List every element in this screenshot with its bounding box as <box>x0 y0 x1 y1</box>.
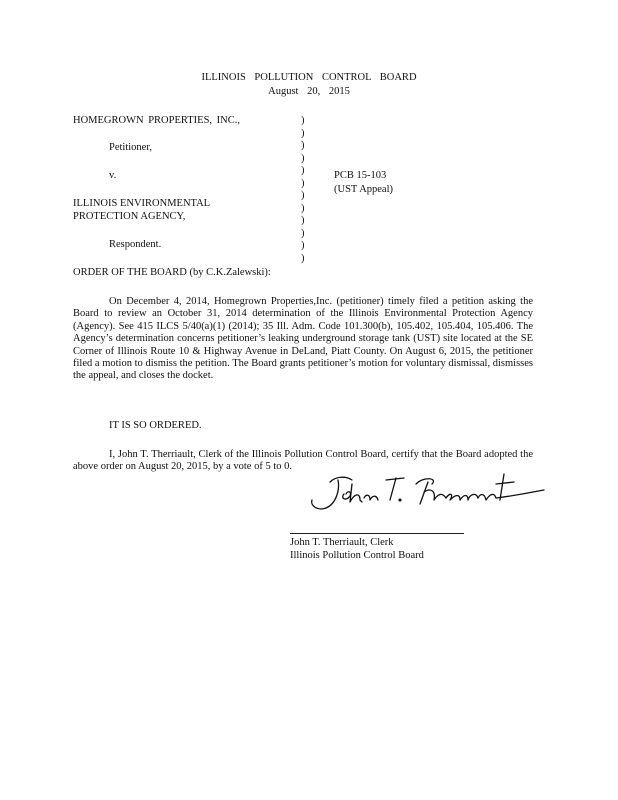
caption-parentheses: ) ) ) ) ) ) ) ) ) ) ) ) <box>301 115 305 265</box>
order-paragraph: On December 4, 2014, Homegrown Properties,Inc. (petitioner) timely filed a petition asking the Board to review an October 31, 2014 determination of the Illinois Environmental Protection Agency (Agency). See 415 ILCS 5/40(a)(1) (2014); 35 Ill. Adm. Code 101.300(b), 105.402, 105.404, 105.406. The Agency’s determination concerns petitioner’s leaking underground storage tank (UST) site located at the SE Corner of Illinois Route 10 & Highway Avenue in DeLand, Piatt County. On August 6, 2015, the petitioner filed a motion to dismiss the petition. The Board grants petitioner’s motion for voluntary dismissal, dismisses the appeal, and closes the docket. <box>73 296 533 382</box>
respondent-label: Respondent. <box>109 239 162 250</box>
board-title: ILLINOIS POLLUTION CONTROL BOARD <box>201 72 417 83</box>
order-date: August 20, 2015 <box>268 86 350 97</box>
case-type: (UST Appeal) <box>334 184 394 195</box>
signature-line <box>290 533 464 534</box>
respondent-name-line2: PROTECTION AGENCY, <box>73 211 186 222</box>
clerk-signature <box>300 470 550 520</box>
versus-label: v. <box>109 170 117 181</box>
certification-paragraph: I, John T. Therriault, Clerk of the Illinois Pollution Control Board, certify that the Board adopted the above order on August 20, 2015, by a vote of 5 to 0. <box>73 449 533 473</box>
respondent-name-line1: ILLINOIS ENVIRONMENTAL <box>73 198 211 209</box>
clerk-name: John T. Therriault, Clerk <box>290 537 394 548</box>
petitioner-name: HOMEGROWN PROPERTIES, INC., <box>73 115 241 126</box>
so-ordered: IT IS SO ORDERED. <box>109 420 202 431</box>
clerk-title: Illinois Pollution Control Board <box>290 550 424 561</box>
case-number: PCB 15-103 <box>334 170 387 181</box>
petitioner-label: Petitioner, <box>109 142 153 153</box>
order-heading: ORDER OF THE BOARD (by C.K.Zalewski): <box>73 267 271 278</box>
